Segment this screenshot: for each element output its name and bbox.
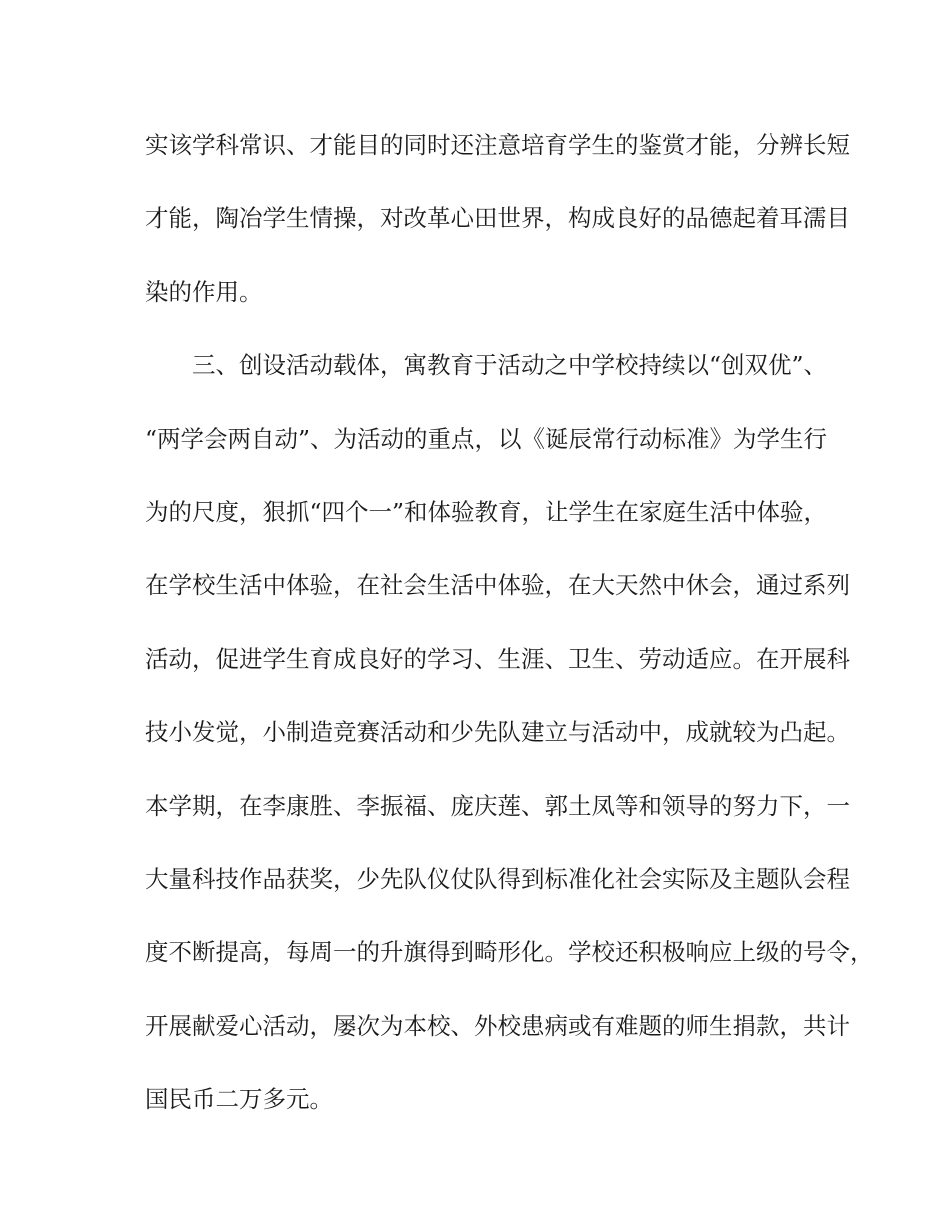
body-text bbox=[145, 123, 874, 1150]
text-line: 在学校生活中体验，在社会生活中体验，在大天然中休会，通过系列 bbox=[145, 571, 850, 600]
text-line: 才能，陶冶学生情操，对改革心田世界，构成良好的品德起着耳濡目 bbox=[145, 204, 850, 233]
text-line: 大量科技作品获奖，少先队仪仗队得到标准化社会实际及主题队会程 bbox=[145, 864, 850, 893]
text-line: 开展献爱心活动，屡次为本校、外校患病或有难题的师生捐款，共计 bbox=[145, 1011, 850, 1040]
text-line: 实该学科常识、才能目的同时还注意培育学生的鉴赏才能，分辨长短 bbox=[145, 131, 850, 159]
text-line: 度不断提高，每周一的升旗得到畸形化。学校还积极响应上级的号令， bbox=[145, 938, 874, 967]
text-line: 染的作用。 bbox=[145, 277, 263, 306]
text-line: 国民币二万多元。 bbox=[145, 1085, 333, 1114]
text-line: 本学期，在李康胜、李振福、庞庆莲、郭土凤等和领导的努力下，一 bbox=[145, 791, 850, 820]
text-line: 为的尺度，狠抓“四个一”和体验教育，让学生在家庭生活中体验， bbox=[145, 497, 828, 526]
text-line: 技小发觉，小制造竞赛活动和少先队建立与活动中，成就较为凸起。 bbox=[145, 718, 850, 747]
text-line: “两学会两自动”、为活动的重点，以《诞辰常行动标准》为学生行 bbox=[145, 424, 828, 453]
section-three-first-line: 三、创设活动载体，寓教育于活动之中学校持续以“创双优”、 bbox=[192, 351, 828, 380]
text-line: 活动，促进学生育成良好的学习、生涯、卫生、劳动适应。在开展科 bbox=[145, 644, 850, 673]
